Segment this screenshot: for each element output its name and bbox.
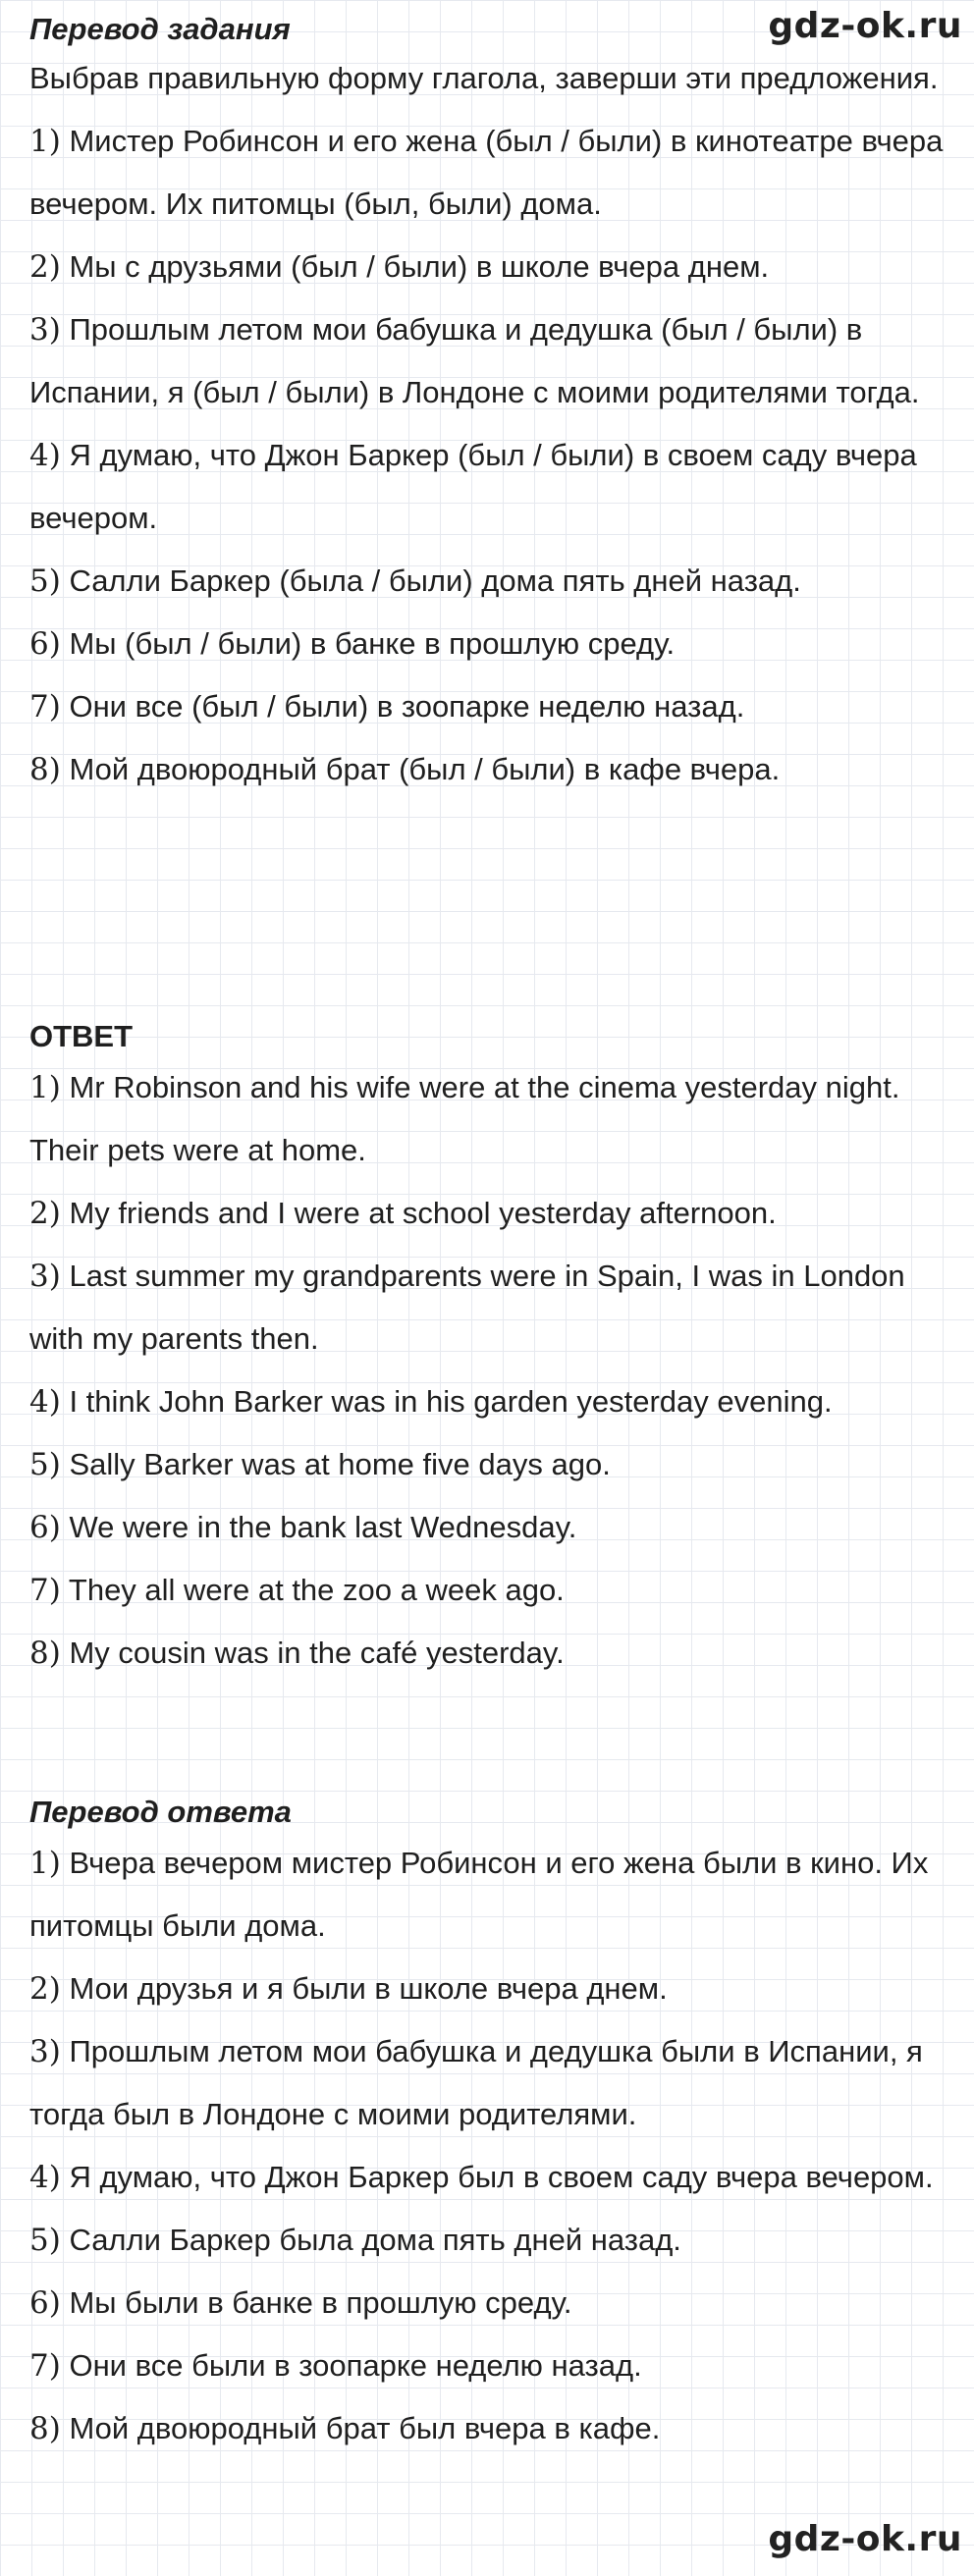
list-item [29,1559,952,1622]
task-instruction: Выбрав правильную форму глагола, заверши эти предложения. [29,61,939,95]
item-text: Мой двоюродный брат был вчера в кафе. [69,2411,661,2445]
item-text: I think John Barker was in his garden yesterday evening. [69,1384,833,1419]
list-item [29,2209,952,2272]
item-text: They all were at the zoo a week ago. [68,1573,565,1607]
item-number: 1) [29,1846,61,1881]
item-number: 4) [29,1384,61,1420]
answer-heading: ОТВЕТ [29,1019,134,1053]
translation-heading: Перевод ответа [29,1795,292,1829]
list-item [29,1370,952,1433]
item-text: Я думаю, что Джон Баркер (был / были) в своем саду вчера вечером. [29,438,917,535]
list-item [29,2020,952,2146]
item-number: 1) [29,1070,61,1105]
translation-list [29,1832,952,2460]
site-watermark-bottom[interactable]: gdz-ok.ru [768,2519,962,2559]
item-number: 2) [29,1196,61,1231]
task-section [29,10,952,801]
list-item [29,2146,952,2209]
item-text: Я думаю, что Джон Баркер был в своем саду вчера вечером. [69,2160,934,2194]
task-heading: Перевод задания [29,12,291,46]
answer-list [29,1056,952,1685]
translation-section [29,1793,952,2460]
list-item [29,1245,952,1370]
list-item [29,236,952,298]
list-item [29,1496,952,1559]
item-text: Last summer my grandparents were in Spain, I was in London with my parents then. [29,1259,905,1356]
list-item [29,1056,952,1182]
item-number: 3) [29,2034,61,2069]
list-item [29,1182,952,1245]
item-text: Прошлым летом мои бабушка и дедушка (был / были) в Испании, я (был / были) в Лондоне с моими родителями тогда. [29,312,920,409]
list-item [29,1958,952,2020]
item-number: 6) [29,626,61,662]
item-text: Они все (был / были) в зоопарке неделю назад. [69,689,745,724]
list-item [29,1433,952,1496]
item-number: 3) [29,312,61,348]
list-item [29,550,952,613]
item-text: Мой двоюродный брат (был / были) в кафе вчера. [69,752,781,786]
list-item [29,1832,952,1958]
item-text: Мы с друзьями (был / были) в школе вчера днем. [69,249,770,284]
item-number: 3) [29,1259,61,1294]
item-text: Они все были в зоопарке неделю назад. [69,2348,642,2383]
item-text: Мои друзья и я были в школе вчера днем. [69,1971,668,2006]
list-item [29,613,952,675]
item-text: Мы (был / были) в банке в прошлую среду. [69,626,676,661]
item-number: 2) [29,1971,61,2007]
item-number: 7) [29,689,61,724]
item-text: Mr Robinson and his wife were at the cinema yesterday night. Their pets were at home. [29,1070,900,1167]
task-list [29,110,952,801]
item-number: 8) [29,752,61,787]
item-text: My cousin was in the café yesterday. [69,1636,565,1670]
list-item [29,2334,952,2397]
item-text: Салли Баркер была дома пять дней назад. [69,2223,681,2257]
list-item [29,738,952,801]
item-number: 7) [29,2348,61,2384]
item-number: 2) [29,249,61,285]
list-item [29,424,952,550]
list-item [29,2397,952,2460]
item-number: 6) [29,1510,61,1545]
answer-section [29,1017,952,1685]
item-text: We were in the bank last Wednesday. [69,1510,577,1544]
item-number: 4) [29,438,61,473]
item-number: 5) [29,2223,61,2258]
item-number: 4) [29,2160,61,2195]
item-number: 7) [29,1573,61,1608]
item-text: Прошлым летом мои бабушка и дедушка были в Испании, я тогда был в Лондоне с моими родителями. [29,2034,923,2131]
list-item [29,1622,952,1685]
list-item [29,675,952,738]
item-number: 8) [29,2411,61,2446]
item-number: 5) [29,564,61,599]
item-text: Мистер Робинсон и его жена (был / были) в кинотеатре вчера вечером. Их питомцы (был, были) дома. [29,124,944,221]
item-text: Вчера вечером мистер Робинсон и его жена были в кино. Их питомцы были дома. [29,1846,929,1943]
item-text: Салли Баркер (была / были) дома пять дней назад. [69,564,801,598]
item-number: 8) [29,1636,61,1671]
item-number: 6) [29,2285,61,2321]
item-number: 1) [29,124,61,159]
item-text: Sally Barker was at home five days ago. [69,1447,611,1481]
list-item [29,110,952,236]
list-item [29,2272,952,2334]
item-number: 5) [29,1447,61,1482]
item-text: Мы были в банке в прошлую среду. [69,2285,572,2320]
site-watermark-top[interactable]: gdz-ok.ru [768,6,962,46]
list-item [29,298,952,424]
item-text: My friends and I were at school yesterday afternoon. [69,1196,777,1230]
